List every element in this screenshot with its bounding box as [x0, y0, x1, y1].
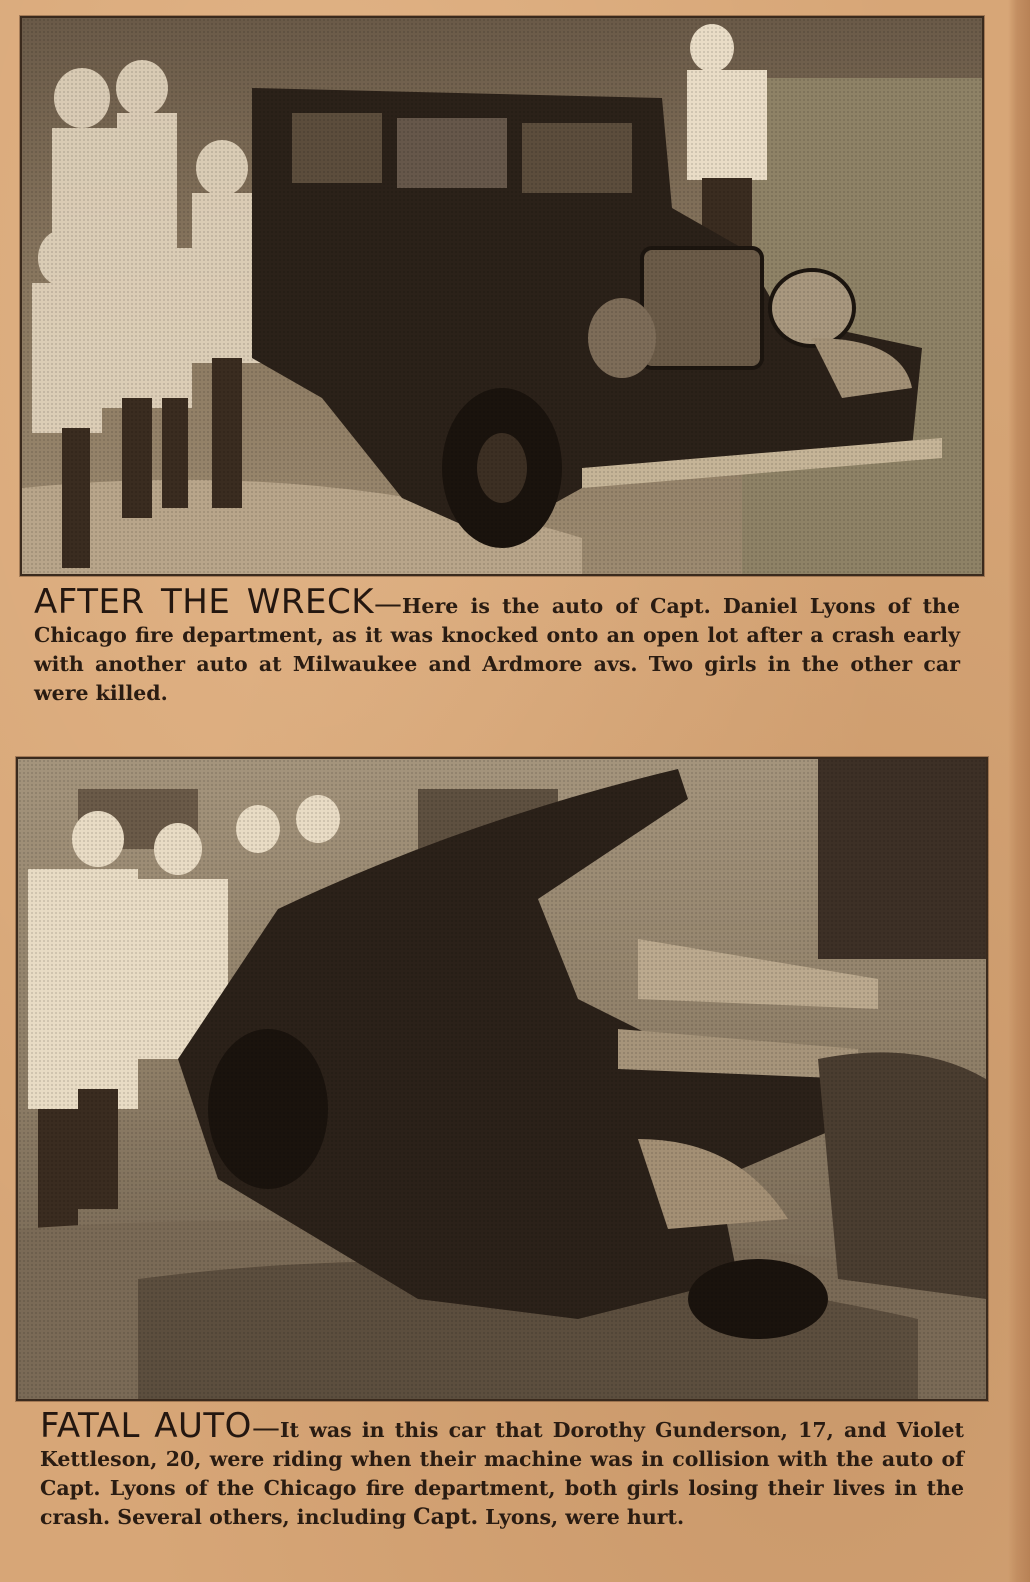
- caption-emphasis: Capt.: [413, 1504, 479, 1530]
- headline-fatal-auto: FATAL AUTO: [40, 1406, 252, 1446]
- torn-paper-edge: [1008, 0, 1030, 1582]
- photo-after-the-wreck: [20, 16, 984, 576]
- wrecked-sedan-photo-icon: [22, 18, 982, 574]
- caption-body-end: Lyons, were hurt.: [478, 1505, 685, 1529]
- caption-body: Here is the auto of Capt. Daniel Lyons of the Chicago fire department, as it was knocked onto an open lot after a crash early with another auto at Milwaukee and Ardmore avs. Two girls in the other car were killed.: [34, 594, 960, 705]
- headline-after-the-wreck: AFTER THE WRECK: [34, 582, 375, 622]
- caption-fatal-auto: [40, 1406, 964, 1532]
- caption-body: It was in this car that Dorothy Gunderson, 17, and Violet Kettleson, 20, were riding when their machine was in collision with the auto of Capt. Lyons of the Chicago fire department, both girls losing their lives in the crash. Several others, including: [40, 1418, 964, 1529]
- caption-after-the-wreck: [34, 582, 960, 708]
- photo-fatal-auto: [16, 757, 988, 1401]
- wrecked-touring-car-photo-icon: [18, 759, 986, 1399]
- caption-dash: —: [374, 587, 403, 620]
- caption-dash: —: [251, 1411, 280, 1444]
